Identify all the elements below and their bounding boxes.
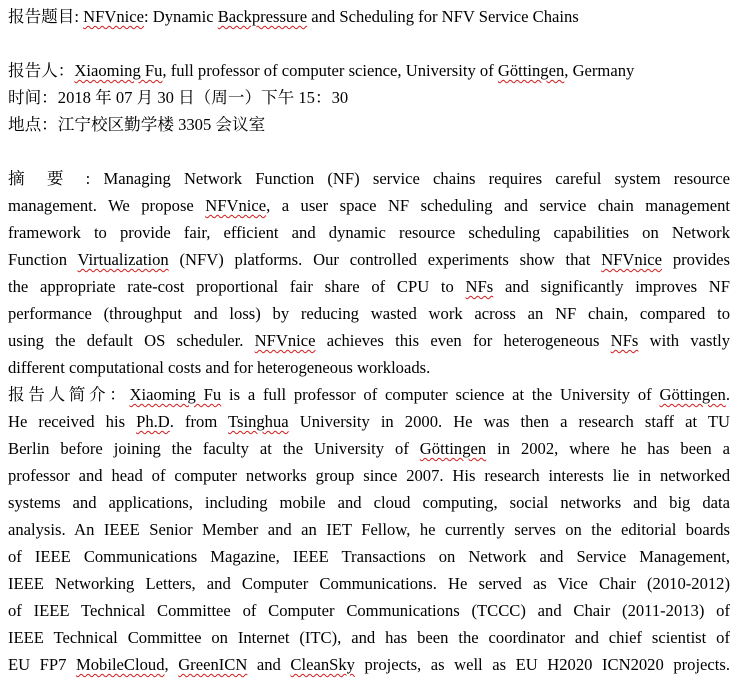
text-run: of IEEE Communications Magazine, IEEE Transactions on Network and Service Management,: [8, 547, 730, 566]
text-run: the appropriate rate-cost proportional fair share of CPU to: [8, 277, 466, 296]
text-run: with vastly: [638, 331, 731, 350]
bio-line: [8, 517, 730, 543]
abstract-line: [8, 166, 730, 192]
text-run: 地点：江宁校区勤学楼 3305 会议室: [8, 115, 266, 134]
bio-line: [8, 409, 730, 435]
text-run: and significantly improves NF: [493, 277, 730, 296]
spellcheck-flagged-word: NFVnice: [83, 7, 144, 26]
text-run: and Scheduling for NFV Service Chains: [307, 7, 579, 26]
spellcheck-flagged-word: NFVnice: [205, 196, 267, 215]
text-run: systems and applications, including mobile and cloud computing, social networks and big data: [8, 493, 730, 512]
spellcheck-flagged-word: Virtualization: [77, 250, 169, 269]
text-run: 报告人：: [8, 61, 75, 80]
bio-line: [8, 436, 730, 462]
time-line: [8, 85, 348, 111]
bio-line: [8, 382, 730, 408]
spellcheck-flagged-word: GreenICN: [178, 655, 248, 674]
spellcheck-flagged-word: Xiaoming Fu: [129, 385, 222, 404]
text-run: , a user space NF scheduling and service chain management: [266, 196, 730, 215]
text-run: .: [725, 385, 730, 404]
bio-line: [8, 571, 730, 597]
text-run: EU FP7: [8, 655, 76, 674]
spellcheck-flagged-word: NFVnice: [254, 331, 316, 350]
bio-line: [8, 598, 730, 624]
abstract-line: [8, 274, 730, 300]
bio-line: [8, 463, 730, 489]
spellcheck-flagged-word: NFs: [610, 331, 639, 350]
text-run: of IEEE Technical Committee of Computer Communications (TCCC) and Chair (2011-2013) of: [8, 601, 730, 620]
text-run: performance (throughput and loss) by reducing wasted work across an NF chain, compared to: [8, 304, 730, 323]
text-run: using the default OS scheduler.: [8, 331, 255, 350]
text-run: achieves this even for heterogeneous: [315, 331, 611, 350]
abstract-line: [8, 301, 730, 327]
spellcheck-flagged-word: NFs: [465, 277, 494, 296]
text-run: and: [247, 655, 291, 674]
text-run: 摘 要 : Managing Network Function (NF) service chains requires careful system resource: [8, 169, 730, 188]
spellcheck-flagged-word: MobileCloud: [75, 655, 165, 674]
text-run: projects, as well as EU H2020 ICN2020 projects.: [354, 655, 730, 674]
text-run: in 2002, where he has been a: [486, 439, 730, 458]
speaker-line: [8, 58, 634, 84]
spellcheck-flagged-word: Tsinghua: [228, 412, 289, 431]
bio-line: [8, 652, 730, 678]
text-run: , Germany: [564, 61, 635, 80]
text-run: , full professor of computer science, University of: [162, 61, 498, 80]
text-run: 时间：2018 年 07 月 30 日（周一）下午 15：30: [8, 88, 349, 107]
text-run: . from: [169, 412, 229, 431]
abstract-line: [8, 220, 730, 246]
text-run: Function: [8, 250, 78, 269]
text-run: (NFV) platforms. Our controlled experiments show that: [168, 250, 602, 269]
spellcheck-flagged-word: NFVnice: [601, 250, 663, 269]
spellcheck-flagged-word: Göttingen: [659, 385, 726, 404]
text-run: analysis. An IEEE Senior Member and an IET Fellow, he currently serves on the editorial boards: [8, 520, 730, 539]
text-run: : Dynamic: [143, 7, 218, 26]
spellcheck-flagged-word: Göttingen: [497, 61, 565, 80]
text-run: IEEE Networking Letters, and Computer Communications. He served as Vice Chair (2010-2012): [8, 574, 730, 593]
text-run: IEEE Technical Committee on Internet (ITC), and has been the coordinator and chief scientist of: [8, 628, 730, 647]
abstract-line: [8, 193, 730, 219]
spellcheck-flagged-word: Xiaoming Fu: [74, 61, 163, 80]
spellcheck-flagged-word: CleanSky: [290, 655, 355, 674]
text-run: framework to provide fair, efficient and dynamic resource scheduling capabilities on Network: [8, 223, 730, 242]
text-run: is a full professor of computer science at the University of: [221, 385, 660, 404]
bio-line: [8, 544, 730, 570]
spellcheck-flagged-word: Backpressure: [217, 7, 308, 26]
text-run: 报告题目:: [8, 7, 84, 26]
text-run: ,: [164, 655, 179, 674]
text-run: professor and head of computer networks group since 2007. His research interests lie in networked: [8, 466, 730, 485]
text-run: different computational costs and for heterogeneous workloads.: [8, 358, 431, 377]
text-run: management. We propose: [8, 196, 206, 215]
bio-line: [8, 490, 730, 516]
bio-line: [8, 625, 730, 651]
text-run: 报告人简介：: [8, 385, 130, 404]
text-run: He received his: [8, 412, 137, 431]
talk-title: [8, 4, 579, 30]
abstract-line: [8, 247, 730, 273]
abstract-line: [8, 328, 730, 354]
spellcheck-flagged-word: Ph.D: [136, 412, 170, 431]
text-run: provides: [662, 250, 730, 269]
text-run: Berlin before joining the faculty at the University of: [8, 439, 420, 458]
place-line: [8, 112, 265, 138]
text-run: University in 2000. He was then a research staff at TU: [288, 412, 731, 431]
spellcheck-flagged-word: Göttingen: [419, 439, 487, 458]
abstract-line: [8, 355, 430, 381]
